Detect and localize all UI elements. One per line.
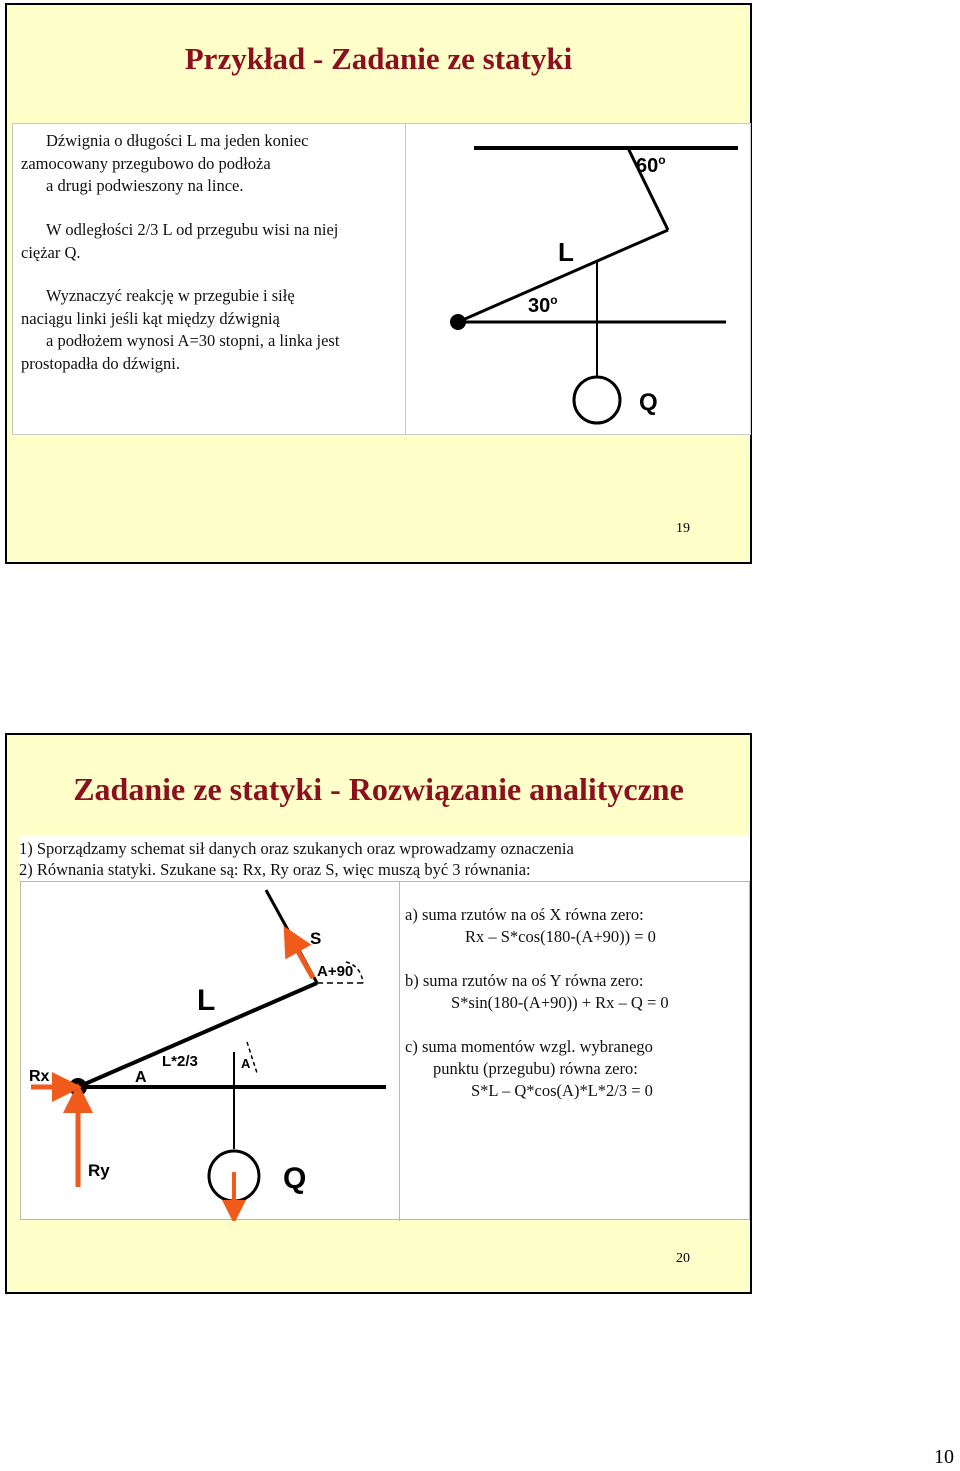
equation-c-label-2: punktu (przegubu) równa zero: <box>433 1059 638 1078</box>
L-label: L <box>197 984 216 1017</box>
equation-c-label-1: c) suma momentów wzgl. wybranego <box>405 1037 653 1056</box>
equation-b-label: b) suma rzutów na oś Y równa zero: <box>405 971 644 990</box>
problem-paragraph-3 <box>21 285 401 375</box>
problem-panel <box>12 123 751 435</box>
text-line: ciężar Q. <box>21 242 81 262</box>
slide-title: Zadanie ze statyki - Rozwiązanie analityczne <box>73 771 684 807</box>
angle-A-label: A <box>135 1069 147 1086</box>
equation-a-label: a) suma rzutów na oś X równa zero: <box>405 905 644 924</box>
text-line: naciągu linki jeśli kąt między dźwignią <box>21 308 280 328</box>
hinge-point <box>69 1078 87 1096</box>
lever-L-label: L <box>558 237 574 267</box>
problem-paragraph-1 <box>21 130 401 198</box>
equation-c: S*L – Q*cos(A)*L*2/3 = 0 <box>471 1081 653 1100</box>
hinge-point <box>450 314 466 330</box>
angle-30-label: 30$^o$ <box>528 293 558 317</box>
text-line: Dźwignia o długości L ma jeden koniec <box>46 131 309 150</box>
A90-label: A+90 <box>317 963 354 980</box>
step-2-text: 2) Równania statyki. Szukane są: Rx, Ry oraz S, więc muszą być 3 równania: <box>19 860 531 879</box>
slide-number: 20 <box>676 1251 690 1266</box>
L23-label: L*2/3 <box>162 1053 198 1070</box>
text-line: a drugi podwieszony na lince. <box>46 176 244 195</box>
force-diagram <box>21 882 399 1221</box>
slide-title: Przykład - Zadanie ze statyki <box>184 41 573 76</box>
equation-b: S*sin(180-(A+90)) + Rx – Q = 0 <box>451 993 669 1012</box>
step-1-text: 1) Sporządzamy schemat sił danych oraz szukanych oraz wprowadzamy oznaczenia <box>19 839 574 858</box>
equation-a: Rx – S*cos(180-(A+90)) = 0 <box>465 927 656 946</box>
S-label: S <box>310 929 322 948</box>
problem-paragraph-2 <box>21 219 401 264</box>
weight-circle <box>574 377 620 423</box>
angle-A-vertical-label: A <box>241 1056 251 1071</box>
panel-divider <box>399 882 400 1221</box>
solution-panel <box>20 881 750 1220</box>
weight-Q-label: Q <box>639 389 658 416</box>
text-line: a podłożem wynosi A=30 stopni, a linka jest <box>46 331 340 350</box>
slide-20 <box>5 733 752 1294</box>
text-line: prostopadła do dźwigni. <box>21 353 181 373</box>
slide-19 <box>5 3 752 564</box>
text-line: zamocowany przegubowo do podłoża <box>21 153 271 173</box>
text-line: Wyznaczyć reakcję w przegubie i siłę <box>46 286 295 305</box>
text-line: W odległości 2/3 L od przegubu wisi na niej <box>46 220 339 239</box>
page-number: 10 <box>934 1446 954 1468</box>
lever-diagram <box>406 124 750 434</box>
Rx-label: Rx <box>29 1068 50 1085</box>
slide-number: 19 <box>676 521 690 536</box>
Q-label: Q <box>283 1162 307 1195</box>
Ry-label: Ry <box>88 1161 110 1180</box>
angle-60-label: 60$^o$ <box>636 153 666 177</box>
